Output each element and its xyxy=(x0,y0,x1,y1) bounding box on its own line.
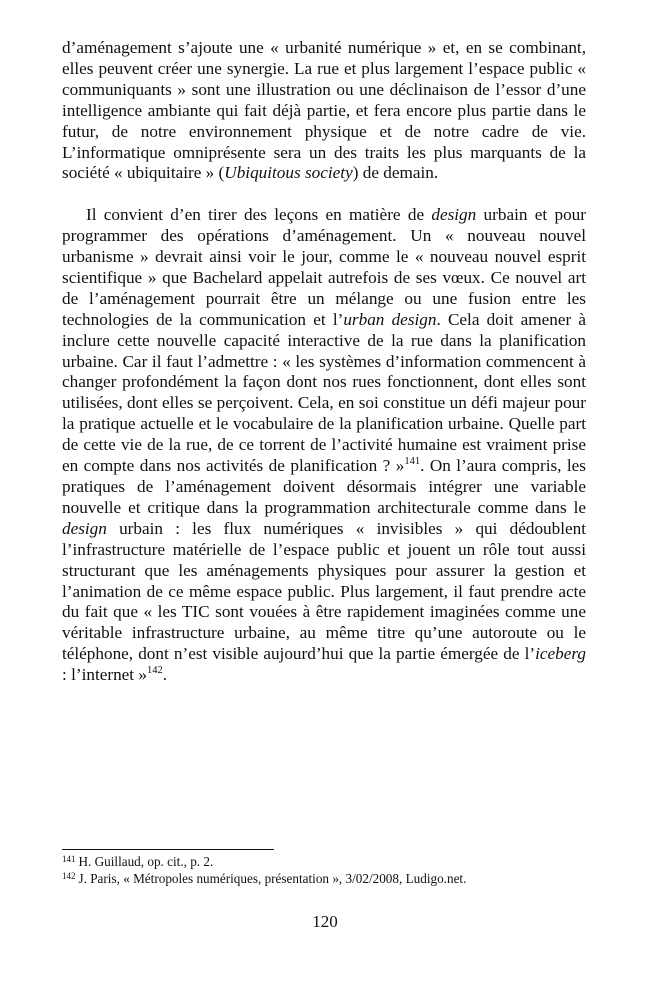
paragraph-1 xyxy=(62,38,586,184)
footnote-142 xyxy=(62,870,602,887)
footnote-number: 141 xyxy=(62,854,76,864)
text-run: . xyxy=(162,665,168,685)
text-run: : l’internet » xyxy=(62,665,147,685)
footnote-ref-141: 141 xyxy=(404,456,421,468)
italic-term: urban design xyxy=(343,309,437,329)
text-run: ) de demain. xyxy=(352,163,439,183)
text-run: urbain et pour programmer des opérations d’aménagement. Un « nouveau nouvel urbanisme » devrait ainsi voir le jour, comme le « nouveau nouvel esprit scientifique » que Bachelard appelait autrefois de ses vœux. Ce nouvel art de l’aménagement pourrait être un mélange ou une fusion entre les technologies de la communication et l’ xyxy=(62,205,586,329)
italic-term: design xyxy=(62,518,107,538)
footnotes xyxy=(62,853,602,887)
body-text xyxy=(62,38,586,686)
footnote-ref-142: 142 xyxy=(146,665,163,677)
italic-term: Ubiquitous society xyxy=(224,163,353,183)
text-run: . On l’aura compris, les pratiques de l’aménagement doivent désormais intégrer une variable nouvelle et critique dans la programmation architecturale comme dans le xyxy=(62,456,586,517)
text-run: urbain : les flux numériques « invisibles » qui dédoublent l’infrastructure matérielle de l’espace public et jouent un rôle tout aussi structurant que les aménagements physiques pour assurer la gestion et l’animation de ce même espace public. Plus largement, il faut prendre acte du fait que « les TIC sont vouées à être rapidement imaginées comme une véritable infrastructure urbaine, au même titre qu’une autoroute ou le téléphone, dont n’est visible aujourd’hui que la partie émergée de l’ xyxy=(62,518,586,664)
footnote-141 xyxy=(62,853,602,870)
page-number: 120 xyxy=(312,912,338,931)
footnote-number: 142 xyxy=(62,871,76,881)
text-run: d’aménagement s’ajoute une « urbanité numérique » et, en se combinant, elles peuvent créer une synergie. La rue et plus largement l’espace public « communiquants » sont une illustration ou une déclinaison de l’essor d’une intelligence ambiante qui fait déjà partie, et fera encore plus partie dans le futur, de notre environnement physique et de notre cadre de vie. L’informatique omniprésente sera un des traits les plus marquants de la société « ubiquitaire » ( xyxy=(62,38,586,183)
text-run: . Cela doit amener à inclure cette nouvelle capacité interactive de la rue dans la planification urbaine. Car il faut l’admettre : « les systèmes d’information commencent à changer profondément la façon dont nos rues fonctionnent, dont elles sont utilisées, dont elles se perçoivent. Cela, en soi constitue un défi majeur pour la pratique actuelle et le vocabulaire de la planification urbaine. Quelle part de cette vie de la rue, de ce torrent de l’activité humaine est vraiment prise en compte dans nos activités de planification ? » xyxy=(62,309,587,476)
footnote-text: J. Paris, « Métropoles numériques, présentation », 3/02/2008, Ludigo.net. xyxy=(78,871,467,886)
footnote-separator xyxy=(62,849,274,850)
text-run: Il convient d’en tirer des leçons en matière de xyxy=(86,205,432,225)
italic-term: iceberg xyxy=(535,644,586,664)
footnote-text: H. Guillaud, op. cit., p. 2. xyxy=(78,854,214,869)
paragraph-2 xyxy=(62,205,586,686)
italic-term: design xyxy=(431,205,477,225)
